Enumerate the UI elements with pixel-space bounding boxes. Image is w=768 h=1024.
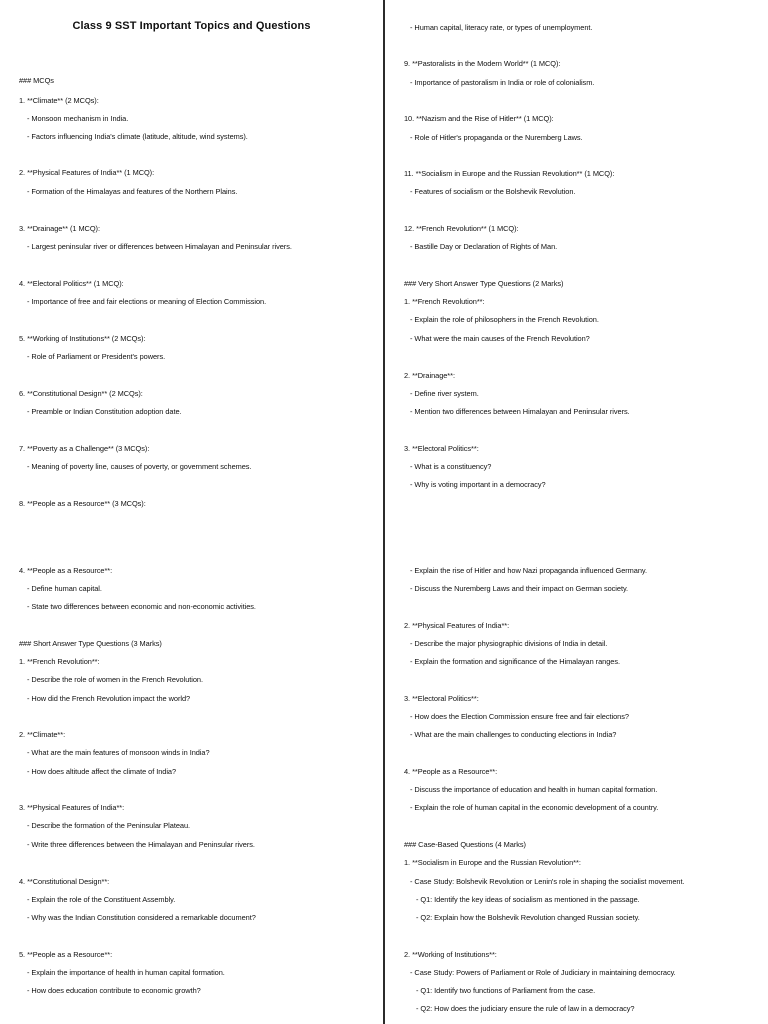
topic-point: - Why is voting important in a democracy? bbox=[410, 480, 546, 489]
topic-point: - What were the main causes of the French Revolution? bbox=[410, 334, 590, 343]
topic-point: - How does the Election Commission ensure free and fair elections? bbox=[410, 712, 629, 721]
topic-heading: 5. **People as a Resource**: bbox=[19, 950, 113, 959]
topic-heading: 10. **Nazism and the Rise of Hitler** (1 MCQ): bbox=[404, 114, 554, 123]
left-page bbox=[0, 0, 383, 1024]
topic-subpoint: - Q1: Identify the key ideas of socialism as mentioned in the passage. bbox=[416, 895, 640, 904]
topic-heading: 4. **People as a Resource**: bbox=[404, 767, 498, 776]
topic-point: - What are the main features of monsoon winds in India? bbox=[27, 748, 210, 757]
topic-heading: 3. **Physical Features of India**: bbox=[19, 803, 125, 812]
topic-point: - State two differences between economic and non-economic activities. bbox=[27, 602, 256, 611]
topic-point: - Importance of free and fair elections or meaning of Election Commission. bbox=[27, 297, 267, 306]
topic-heading: 6. **Constitutional Design** (2 MCQs): bbox=[19, 389, 143, 398]
page-title: Class 9 SST Important Topics and Questions bbox=[72, 20, 311, 32]
topic-point: - Explain the formation and significance of the Himalayan ranges. bbox=[410, 657, 620, 666]
topic-subpoint: - Q2: How does the judiciary ensure the rule of law in a democracy? bbox=[416, 1004, 635, 1013]
topic-point: - Explain the role of philosophers in the French Revolution. bbox=[410, 315, 599, 324]
section-heading-case-based: ### Case-Based Questions (4 Marks) bbox=[404, 840, 526, 849]
topic-point: - Bastille Day or Declaration of Rights of Man. bbox=[410, 242, 558, 251]
topic-heading: 1. **French Revolution**: bbox=[19, 657, 100, 666]
topic-point: - What are the main challenges to conducting elections in India? bbox=[410, 730, 617, 739]
topic-heading: 2. **Working of Institutions**: bbox=[404, 950, 497, 959]
topic-heading: 3. **Drainage** (1 MCQ): bbox=[19, 224, 100, 233]
topic-point: - Role of Hitler's propaganda or the Nuremberg Laws. bbox=[410, 133, 583, 142]
topic-point: - Discuss the Nuremberg Laws and their impact on German society. bbox=[410, 584, 629, 593]
topic-heading: 1. **Socialism in Europe and the Russian Revolution**: bbox=[404, 858, 581, 867]
topic-point: - How does education contribute to economic growth? bbox=[27, 986, 201, 995]
topic-point: - Role of Parliament or President's powers. bbox=[27, 352, 166, 361]
topic-point: - Features of socialism or the Bolshevik Revolution. bbox=[410, 187, 576, 196]
topic-point: - Explain the role of the Constituent Assembly. bbox=[27, 895, 176, 904]
topic-heading: 2. **Physical Features of India**: bbox=[404, 621, 510, 630]
topic-heading: 4. **Constitutional Design**: bbox=[19, 877, 110, 886]
topic-point: - Define human capital. bbox=[27, 584, 102, 593]
topic-point: - Monsoon mechanism in India. bbox=[27, 114, 129, 123]
topic-subpoint: - Q1: Identify two functions of Parliament from the case. bbox=[416, 986, 596, 995]
topic-heading: 4. **Electoral Politics** (1 MCQ): bbox=[19, 279, 124, 288]
page-divider bbox=[383, 0, 385, 1024]
topic-heading: 4. **People as a Resource**: bbox=[19, 566, 113, 575]
topic-point: - Define river system. bbox=[410, 389, 479, 398]
section-heading-very-short-answer: ### Very Short Answer Type Questions (2 Marks) bbox=[404, 279, 564, 288]
topic-point: - Describe the formation of the Peninsular Plateau. bbox=[27, 821, 191, 830]
topic-point: - How does altitude affect the climate of India? bbox=[27, 767, 177, 776]
topic-point: - Largest peninsular river or differences between Himalayan and Peninsular rivers. bbox=[27, 242, 292, 251]
topic-point: - Describe the major physiographic divisions of India in detail. bbox=[410, 639, 608, 648]
topic-point: - Explain the role of human capital in the economic development of a country. bbox=[410, 803, 659, 812]
topic-subpoint: - Q2: Explain how the Bolshevik Revolution changed Russian society. bbox=[416, 913, 640, 922]
topic-heading: 9. **Pastoralists in the Modern World** (1 MCQ): bbox=[404, 59, 561, 68]
topic-point: - Describe the role of women in the French Revolution. bbox=[27, 675, 203, 684]
topic-point: - Meaning of poverty line, causes of poverty, or government schemes. bbox=[27, 462, 252, 471]
section-heading-mcqs: ### MCQs bbox=[19, 76, 54, 85]
topic-point: - Human capital, literacy rate, or types of unemployment. bbox=[410, 23, 593, 32]
topic-point: - Preamble or Indian Constitution adoption date. bbox=[27, 407, 182, 416]
topic-heading: 3. **Electoral Politics**: bbox=[404, 444, 479, 453]
topic-point: - Explain the rise of Hitler and how Nazi propaganda influenced Germany. bbox=[410, 566, 648, 575]
topic-point: - What is a constituency? bbox=[410, 462, 492, 471]
topic-point: - How did the French Revolution impact the world? bbox=[27, 694, 191, 703]
topic-heading: 8. **People as a Resource** (3 MCQs): bbox=[19, 499, 146, 508]
topic-heading: 2. **Physical Features of India** (1 MCQ): bbox=[19, 168, 155, 177]
topic-point: - Case Study: Powers of Parliament or Role of Judiciary in maintaining democracy. bbox=[410, 968, 676, 977]
topic-point: - Factors influencing India's climate (latitude, altitude, wind systems). bbox=[27, 132, 248, 141]
topic-heading: 2. **Climate**: bbox=[19, 730, 66, 739]
topic-point: - Case Study: Bolshevik Revolution or Lenin's role in shaping the socialist movement. bbox=[410, 877, 685, 886]
topic-heading: 1. **French Revolution**: bbox=[404, 297, 485, 306]
right-page bbox=[386, 0, 768, 1024]
topic-point: - Importance of pastoralism in India or role of colonialism. bbox=[410, 78, 595, 87]
topic-heading: 2. **Drainage**: bbox=[404, 371, 455, 380]
topic-point: - Discuss the importance of education and health in human capital formation. bbox=[410, 785, 658, 794]
topic-heading: 12. **French Revolution** (1 MCQ): bbox=[404, 224, 519, 233]
topic-heading: 1. **Climate** (2 MCQs): bbox=[19, 96, 99, 105]
topic-heading: 5. **Working of Institutions** (2 MCQs): bbox=[19, 334, 146, 343]
topic-point: - Why was the Indian Constitution considered a remarkable document? bbox=[27, 913, 256, 922]
topic-point: - Mention two differences between Himalayan and Peninsular rivers. bbox=[410, 407, 630, 416]
topic-heading: 7. **Poverty as a Challenge** (3 MCQs): bbox=[19, 444, 150, 453]
topic-point: - Formation of the Himalayas and features of the Northern Plains. bbox=[27, 187, 238, 196]
topic-point: - Explain the importance of health in human capital formation. bbox=[27, 968, 225, 977]
topic-point: - Write three differences between the Himalayan and Peninsular rivers. bbox=[27, 840, 255, 849]
topic-heading: 11. **Socialism in Europe and the Russian Revolution** (1 MCQ): bbox=[404, 169, 615, 178]
section-heading-short-answer: ### Short Answer Type Questions (3 Marks) bbox=[19, 639, 162, 648]
topic-heading: 3. **Electoral Politics**: bbox=[404, 694, 479, 703]
